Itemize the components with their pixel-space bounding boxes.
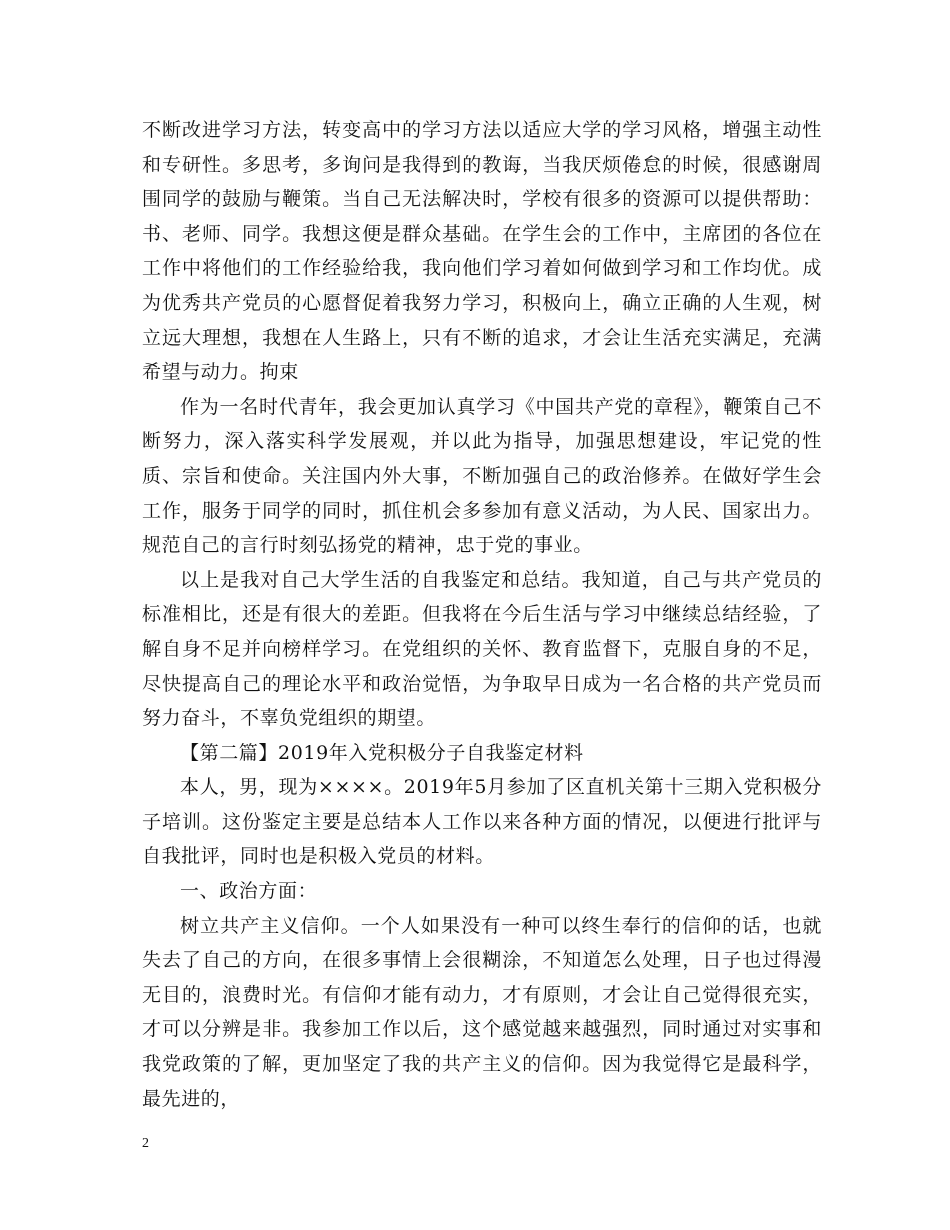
subheading-political-aspect: 一、政治方面： (180, 880, 318, 903)
paragraph-introduction: 本人，男，现为××××。2019年5月参加了区直机关第十三期入党积极分子培训。这份鉴定主要是总结本人工作以来各种方面的情况，以便进行批评与自我批评，同时也是积极入党员的材料。 (142, 776, 822, 868)
paragraph-self-assessment-summary: 以上是我对自己大学生活的自我鉴定和总结。我知道，自己与共产党员的标准相比，还是有很大的差距。但我将在今后生活与学习中继续总结经验，了解自身不足并向榜样学习。在党组织的关怀、教育监督下，克服自身的不足，尽快提高自己的理论水平和政治觉悟，为争取早日成为一名合格的共产党员而努力奋斗，不辜负党组织的期望。 (142, 568, 822, 730)
paragraph-communist-belief: 树立共产主义信仰。一个人如果没有一种可以终生奉行的信仰的话，也就失去了自己的方向，在很多事情上会很糊涂，不知道怎么处理，日子也过得漫无目的，浪费时光。有信仰才能有动力，才有原则，才会让自己觉得很充实，才可以分辨是非。我参加工作以后，这个感觉越来越强烈，同时通过对实事和我党政策的了解，更加坚定了我的共产主义的信仰。因为我觉得它是最科学，最先进的， (142, 914, 822, 1110)
paragraph-continuation: 不断改进学习方法，转变高中的学习方法以适应大学的学习风格，增强主动性和专研性。多思考，多询问是我得到的教诲，当我厌烦倦怠的时候，很感谢周围同学的鼓励与鞭策。当自己无法解决时，学校有很多的资源可以提供帮助：书、老师、同学。我想这便是群众基础。在学生会的工作中，主席团的各位在工作中将他们的工作经验给我，我向他们学习着如何做到学习和工作均优。成为优秀共产党员的心愿督促着我努力学习，积极向上，确立正确的人生观，树立远大理想，我想在人生路上，只有不断的追求，才会让生活充实满足，充满希望与动力。拘束 (142, 119, 822, 384)
document-body (142, 113, 822, 1116)
paragraph-party-constitution: 作为一名时代青年，我会更加认真学习《中国共产党的章程》，鞭策自己不断努力，深入落实科学发展观，并以此为指导，加强思想建设，牢记党的性质、宗旨和使命。关注国内外大事，不断加强自己的政治修养。在做好学生会工作，服务于同学的同时，抓住机会多参加有意义活动，为人民、国家出力。规范自己的言行时刻弘扬党的精神，忠于党的事业。 (142, 395, 822, 557)
section-heading-second-article: 【第二篇】2019年入党积极分子自我鉴定材料 (180, 741, 584, 764)
page-number: 2 (142, 1136, 149, 1151)
